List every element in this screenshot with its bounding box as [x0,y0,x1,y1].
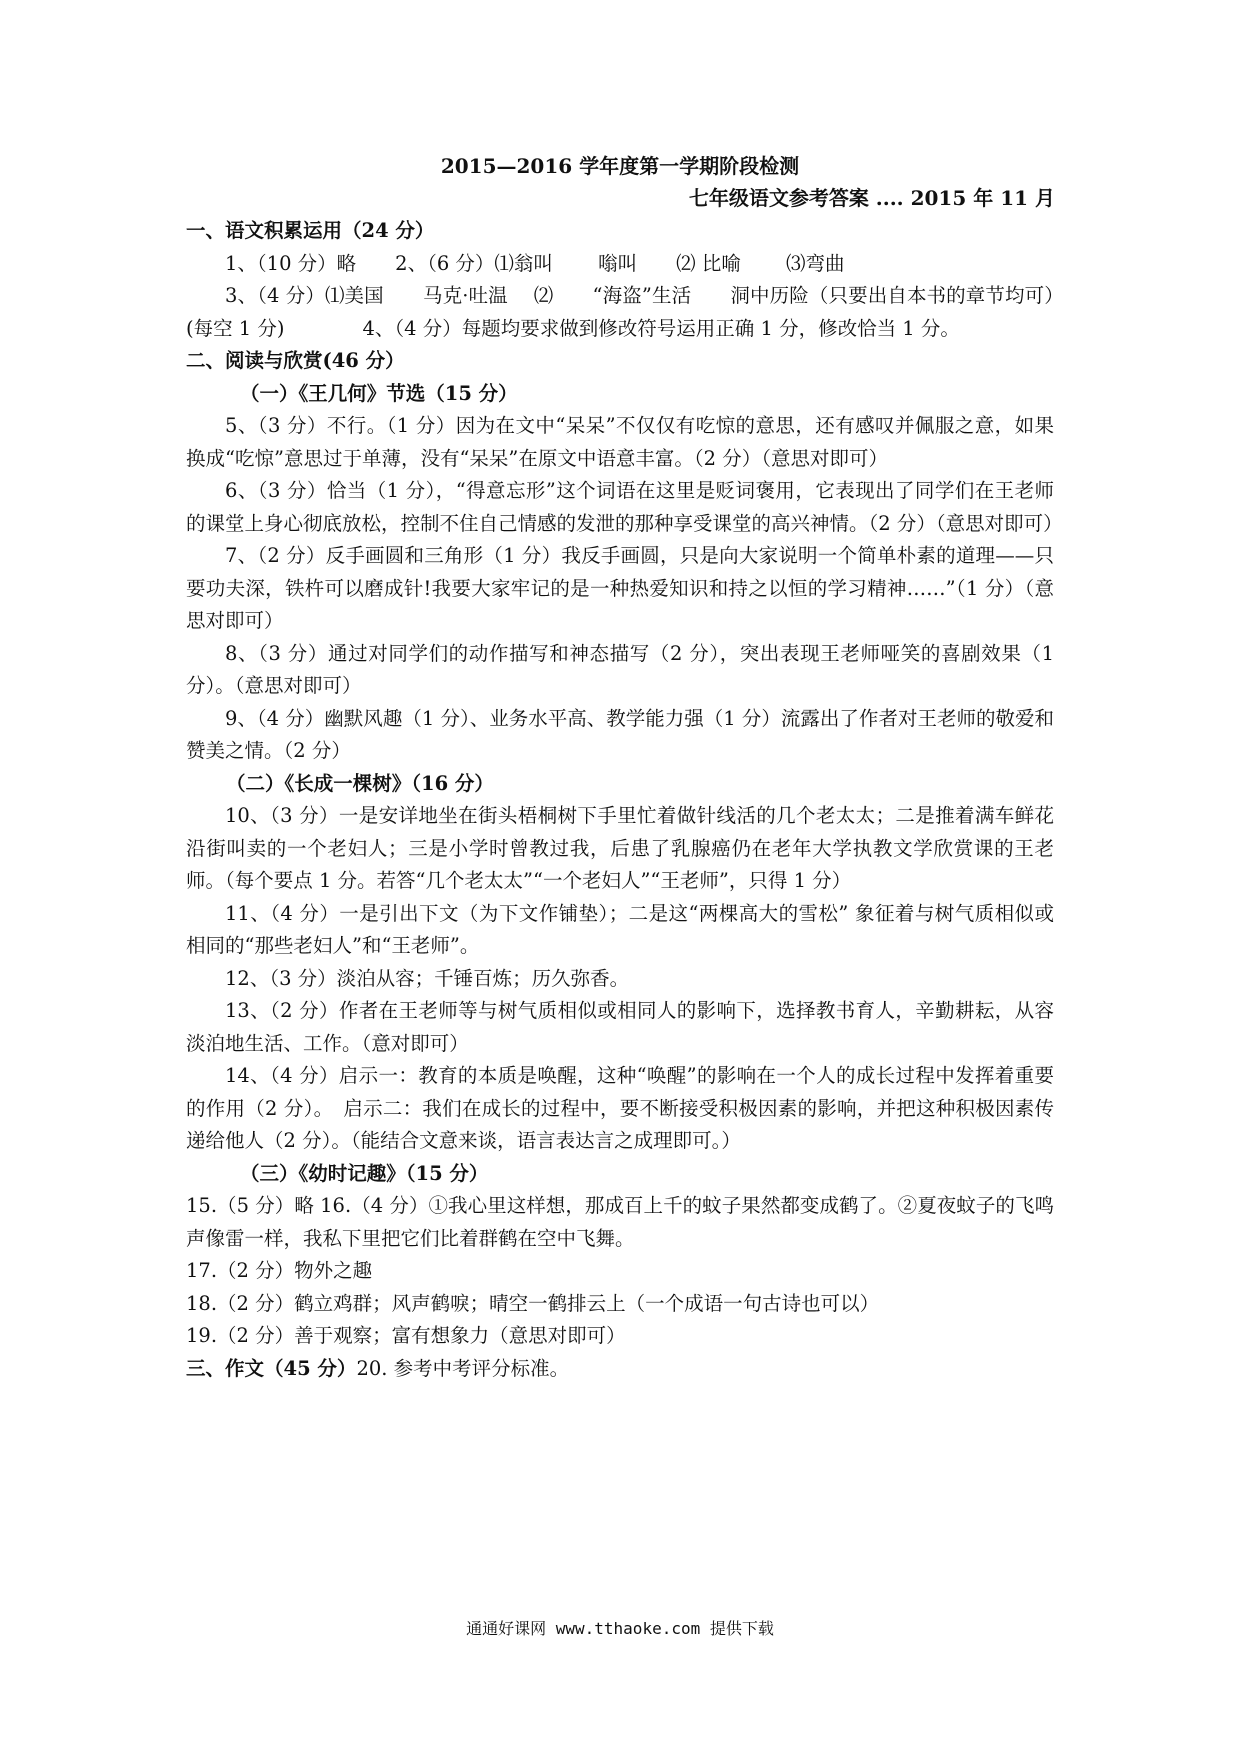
answer-13: 13、（2 分）作者在王老师等与树气质相似或相同人的影响下，选择教书育人，辛勤耕耘，从容淡泊地生活、工作。（意对即可） [186,999,1054,1055]
footer-credit: 通通好课网 www.tthaoke.com 提供下载 [466,1619,774,1638]
subsection-heading-2-text: （二）《长成一棵树》（16 分） [226,771,494,795]
answer-content [186,215,1063,1385]
answer-10: 10、（3 分）一是安详地坐在街头梧桐树下手里忙着做针线活的几个老太太；二是推着满车鲜花沿街叫卖的一个老妇人；三是小学时曾教过我，后患了乳腺癌仍在老年大学执教文学欣赏课的王老师。（每个要点 1 分。若答“几个老太太”“一个老妇人”“王老师”，只得 1 分） [186,804,1054,892]
answer-11: 11、（4 分）一是引出下文（为下文作铺垫）；二是这“两棵高大的雪松” 象征着与树气质相似或相同的“那些老妇人”和“王老师”。 [186,901,1054,957]
answer-15-16: 15.（5 分）略 16.（4 分）①我心里这样想，那成百上千的蚊子果然都变成鹤了。②夏夜蚊子的飞鸣声像雷一样，我私下里把它们比着群鹤在空中飞舞。 [186,1194,1054,1250]
answer-3-4: 3、（4 分）⑴美国 马克·吐温 ⑵ “海盗”生活 洞中历险（只要出自本书的章节均可）(每空 1 分) 4、（4 分）每题均要求做到修改符号运用正确 1 分，修改恰当 1 分。 [186,284,1054,340]
document-subtitle: 七年级语文参考答案 .... 2015 年 11 月 [688,186,1055,210]
answer-7: 7、（2 分）反手画圆和三角形（1 分）我反手画圆，只是向大家说明一个简单朴素的道理——只要功夫深，铁杵可以磨成针!我要大家牢记的是一种热爱知识和持之以恒的学习精神……”（1 分）（意思对即可） [186,544,1054,632]
answer-5: 5、（3 分）不行。（1 分）因为在文中“呆呆”不仅仅有吃惊的意思，还有感叹并佩服之意，如果换成“吃惊”意思过于单薄，没有“呆呆”在原文中语意丰富。（2 分）（意思对即可） [186,414,1054,470]
answer-14: 14、（4 分）启示一：教育的本质是唤醒，这种“唤醒”的影响在一个人的成长过程中发挥着重要的作用（2 分）。 启示二：我们在成长的过程中，要不断接受积极因素的影响，并把这种积极因素传递给他人（2 分）。（能结合文意来谈，语言表达言之成理即可。） [186,1064,1054,1152]
answer-1-2: 1、（10 分）略 2、（6 分）⑴翁叫 嗡叫 ⑵ 比喻 ⑶弯曲 [225,251,845,275]
section-3-line [186,1353,1054,1386]
section-heading-2: 二、阅读与欣赏(46 分） [186,349,405,372]
document-title: 2015—2016 学年度第一学期阶段检测 [440,154,800,178]
answer-6: 6、（3 分）恰当（1 分），“得意忘形”这个词语在这里是贬词褒用，它表现出了同学们在王老师的课堂上身心彻底放松，控制不住自己情感的发泄的那种享受课堂的高兴神情。（2 分）（意思对即可） [186,479,1063,535]
section-heading-1: 一、语文积累运用（24 分） [186,219,435,242]
subsection-heading-3: （三）《幼时记趣》（15 分） [240,1161,489,1185]
answer-18: 18.（2 分）鹤立鸡群；风声鹤唳；晴空一鹤排云上（一个成语一句古诗也可以） [186,1291,880,1315]
answer-12: 12、（3 分）淡泊从容；千锤百炼；历久弥香。 [225,966,630,990]
subsection-heading-2 [186,768,1054,801]
answer-17: 17.（2 分）物外之趣 [186,1259,373,1282]
answer-19: 19.（2 分）善于观察；富有想象力（意思对即可） [186,1324,626,1347]
answer-8: 8、（3 分）通过对同学们的动作描写和神态描写（2 分），突出表现王老师哑笑的喜剧效果（1 分）。（意思对即可） [186,641,1054,697]
section-heading-3: 三、作文（45 分） [186,1356,357,1380]
answer-9: 9、（4 分）幽默风趣（1 分）、业务水平高、教学能力强（1 分）流露出了作者对王老师的敬爱和赞美之情。（2 分） [186,706,1054,762]
subsection-heading-1: （一）《王几何》节选（15 分） [240,381,518,405]
answer-20: 20. 参考中考评分标准。 [356,1356,570,1380]
